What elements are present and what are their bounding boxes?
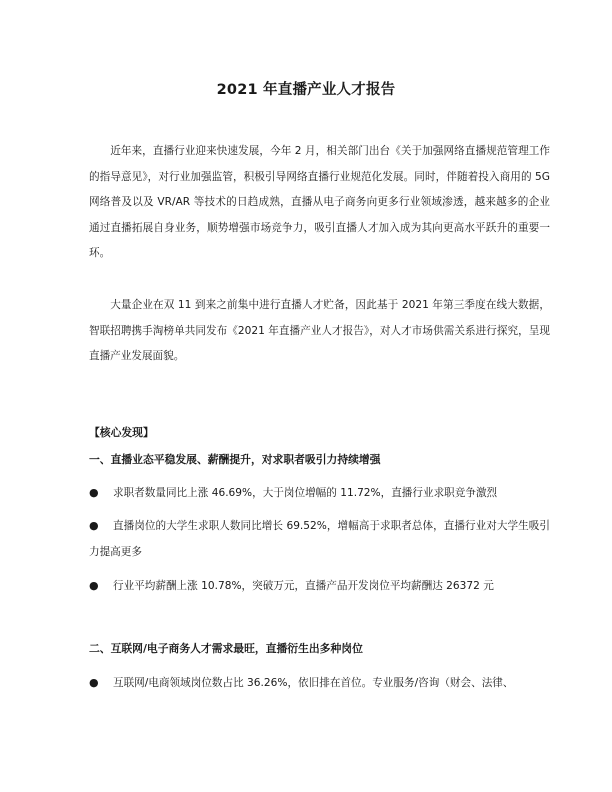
list-item-text: 直播岗位的大学生求职人数同比增长 69.52%，增幅高于求职者总体，直播行业对大学生吸引力提高更多	[89, 520, 550, 558]
bullet-dot-icon: ●	[89, 579, 99, 592]
list-item	[89, 480, 550, 507]
intro-paragraph-2: 大量企业在双 11 到来之前集中进行直播人才贮备，因此基于 2021 年第三季度在线大数据，智联招聘携手淘榜单共同发布《2021 年直播产业人才报告》，对人才市场供需关系进行探究，呈现直播产业发展面貌。	[89, 299, 550, 362]
bullet-dot-icon: ●	[89, 676, 99, 689]
list-item	[89, 513, 550, 565]
list-item-text: 求职者数量同比上涨 46.69%，大于岗位增幅的 11.72%，直播行业求职竞争激烈	[113, 487, 498, 499]
list-item	[89, 670, 550, 697]
section-2-heading: 二、互联网/电子商务人才需求最旺，直播衍生出多种岗位	[89, 642, 363, 655]
list-item-text: 互联网/电商领域岗位数占比 36.26%，依旧排在首位。专业服务/咨询（财会、法律、	[113, 677, 514, 689]
bullet-dot-icon: ●	[89, 519, 99, 532]
intro-paragraph-1: 近年来，直播行业迎来快速发展，今年 2 月，相关部门出台《关于加强网络直播规范管理工作的指导意见》，对行业加强监管，积极引导网络直播行业规范化发展。同时，伴随着投入商用的 5G 网络普及以及 VR/AR 等技术的日趋成熟，直播从电子商务向更多行业领域渗透，越来越多的企业通过直播拓展自身业务，顺势增强市场竞争力，吸引直播人才加入成为其向更高水平跃升的重要一环。	[89, 145, 550, 259]
section-1-heading: 一、直播业态平稳发展、薪酬提升，对求职者吸引力持续增强	[89, 453, 381, 466]
page-title: 2021 年直播产业人才报告	[216, 82, 396, 98]
bullet-dot-icon: ●	[89, 486, 99, 499]
list-item	[89, 573, 550, 600]
list-item-text: 行业平均薪酬上涨 10.78%，突破万元，直播产品开发岗位平均薪酬达 26372 元	[113, 580, 494, 592]
core-findings-label: 【核心发现】	[89, 426, 154, 439]
